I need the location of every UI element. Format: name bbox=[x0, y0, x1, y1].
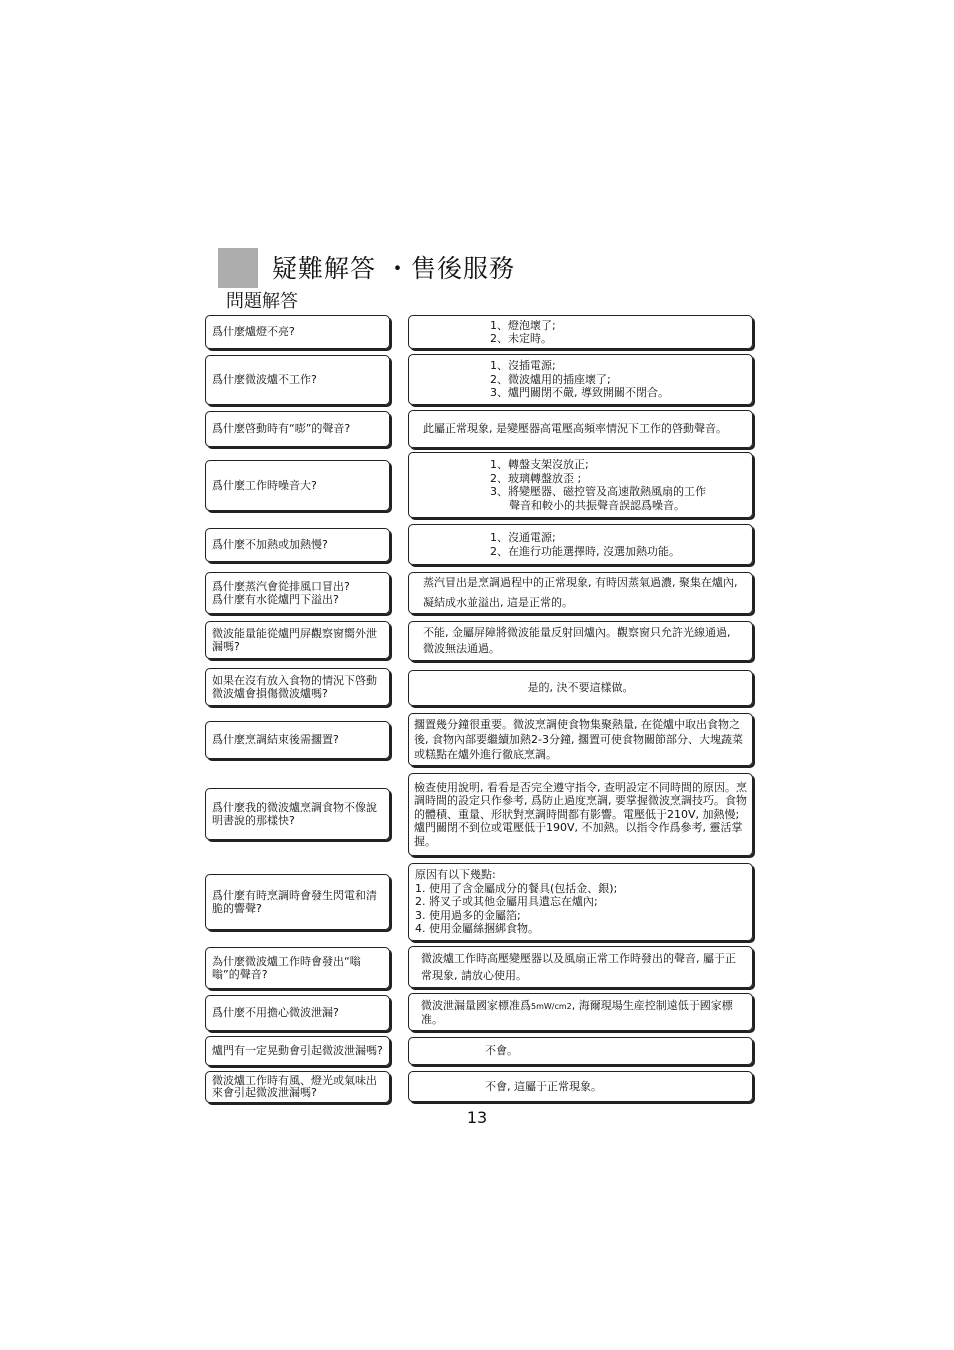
faq-question: 爲什麼有時烹調時會發生閃電和清脆的響聲? bbox=[212, 888, 377, 915]
faq-question: 爐門有一定晃動會引起微波泄漏嗎? bbox=[212, 1044, 383, 1057]
faq-question: 如果在沒有放入食物的情況下啓動微波爐會損傷微波爐嗎? bbox=[212, 673, 377, 700]
faq-answer bbox=[415, 458, 746, 512]
faq-answer: 檢查使用說明, 看看是否完全遵守指令, 查明設定不同時間的原因。烹調時間的設定只作參考, 爲防止過度烹調, 要掌握微波烹調技巧。食物的體積、重量、形狀對烹調時間都有影響。電壓低于210V, 加熱慢; 爐門關閉不到位或電壓低于190V, 不加熱。以指令作爲參考, 靈活掌握。 bbox=[414, 780, 747, 848]
faq-answer-box bbox=[408, 670, 753, 706]
answer-line: 原因有以下幾點: bbox=[415, 868, 496, 882]
faq-answer: 不會, 這屬于正常現象。 bbox=[485, 1079, 602, 1093]
answer-line: 3、將變壓器、磁控管及高速散熱風扇的工作 bbox=[490, 485, 706, 498]
answer-line: 1、燈泡壞了; bbox=[490, 318, 556, 332]
faq-question-box bbox=[205, 1071, 390, 1103]
answer-line: 3. 使用過多的金屬箔; bbox=[415, 908, 521, 922]
faq-answer-box bbox=[408, 410, 753, 448]
faq-question: 爲什麼啓動時有“嘭”的聲音? bbox=[212, 422, 351, 436]
faq-answer-box bbox=[408, 354, 753, 405]
faq-answer-box bbox=[408, 773, 753, 856]
faq-question-box bbox=[205, 947, 390, 989]
faq-question: 爲什麼工作時噪音大? bbox=[212, 478, 317, 492]
faq-answer: 不能, 金屬屏障將微波能量反射回爐內。觀察窗只允許光線通過, 微波無法通過。 bbox=[423, 626, 731, 655]
faq-question-box bbox=[205, 460, 390, 511]
faq-question-box bbox=[205, 528, 390, 562]
faq-answer: 是的, 決不要這樣做。 bbox=[527, 681, 634, 695]
faq-answer: 蒸汽冒出是烹調過程中的正常現象, 有時因蒸氣過濃, 聚集在爐內, 凝結成水並溢出, 這是正常的。 bbox=[423, 576, 738, 609]
faq-question-box bbox=[205, 355, 390, 405]
faq-answer bbox=[415, 359, 746, 400]
answer-line: 2、未定時。 bbox=[490, 332, 552, 345]
page-number: 13 bbox=[466, 1108, 488, 1127]
faq-question: 爲什麼蒸汽會從排風口冒出? 爲什麼有水從爐門下溢出? bbox=[212, 579, 350, 606]
faq-answer-box bbox=[408, 713, 753, 766]
faq-answer-box bbox=[408, 315, 753, 349]
page-title: 疑難解答 ・售後服務 bbox=[272, 254, 515, 283]
answer-line: 4. 使用金屬絲捆綁食物。 bbox=[415, 922, 539, 936]
faq-question-box bbox=[205, 874, 390, 930]
faq-question-box bbox=[205, 411, 390, 447]
faq-answer-box bbox=[408, 863, 753, 941]
faq-question-box bbox=[205, 995, 390, 1031]
faq-answer bbox=[415, 319, 746, 346]
faq-answer: 擱置幾分鐘很重要。微波烹調使食物集聚熱量, 在從爐中取出食物之後, 食物內部要繼續加熱2-3分鐘, 擱置可使食物關節部分、大塊蔬菜或糕點在爐外進行徹底烹調。 bbox=[414, 718, 743, 761]
section-subtitle: 問題解答 bbox=[226, 291, 298, 312]
title-marker-square bbox=[218, 248, 258, 288]
faq-answer bbox=[415, 531, 746, 558]
answer-line: 2. 將叉子或其他金屬用具遺忘在爐內; bbox=[415, 895, 598, 909]
faq-question: 微波爐工作時有風、燈光或氣味出來會引起微波泄漏嗎? bbox=[212, 1073, 377, 1099]
faq-answer: 不會。 bbox=[485, 1044, 518, 1058]
faq-answer: 此屬正常現象, 是變壓器高電壓高頻率情況下工作的啓動聲音。 bbox=[423, 422, 727, 436]
answer-unit: 5mW/cm2 bbox=[531, 1001, 572, 1011]
answer-line: 2、玻璃轉盤放歪 ; bbox=[490, 471, 582, 485]
answer-text-post: , 海爾現場生産控制遠低于國家標准。 bbox=[421, 998, 733, 1026]
faq-answer-box bbox=[408, 452, 753, 518]
answer-text-pre: 微波泄漏量國家標准爲 bbox=[421, 998, 531, 1012]
faq-question-box bbox=[205, 572, 390, 614]
answer-line: 1、沒通電源; bbox=[490, 531, 556, 544]
faq-question: 爲什麼微波爐不工作? bbox=[212, 373, 317, 387]
answer-line: 3、爐門關閉不嚴, 導致開關不閉合。 bbox=[490, 386, 669, 400]
faq-answer bbox=[415, 868, 746, 936]
faq-answer-box bbox=[408, 572, 753, 614]
faq-question: 爲什麼不用擔心微波泄漏? bbox=[212, 1006, 339, 1020]
faq-answer-box bbox=[408, 1037, 753, 1065]
faq-question-box bbox=[205, 668, 390, 706]
faq-question: 爲什麼我的微波爐烹調食物不像說明書說的那樣快? bbox=[212, 800, 377, 827]
faq-question: 爲什麼不加熱或加熱慢? bbox=[212, 538, 328, 552]
faq-answer: 微波爐工作時高壓變壓器以及風扇正常工作時發出的聲音, 屬于正常現象, 請放心使用。 bbox=[421, 952, 736, 982]
faq-question: 爲什麼烹調結束後需擱置? bbox=[212, 733, 339, 747]
faq-question: 爲什麼爐燈不亮? bbox=[212, 325, 295, 339]
faq-question: 為什麼微波爐工作時會發出“嗡嗡”的聲音? bbox=[212, 954, 361, 981]
faq-question-box bbox=[205, 721, 390, 759]
faq-question: 微波能量能從爐門屏觀察窗嚮外泄漏嗎? bbox=[212, 626, 377, 653]
answer-line: 2、微波爐用的插座壞了; bbox=[490, 372, 611, 386]
faq-answer-box bbox=[408, 621, 753, 661]
answer-line: 1. 使用了含金屬成分的餐具(包括金、銀); bbox=[415, 881, 618, 895]
faq-question-box bbox=[205, 788, 390, 840]
faq-answer-box bbox=[408, 1071, 753, 1102]
answer-line: 1、轉盤支架沒放正; bbox=[490, 458, 589, 471]
faq-answer bbox=[421, 999, 744, 1026]
faq-answer-box bbox=[408, 524, 753, 565]
faq-question-box bbox=[205, 315, 390, 349]
faq-answer-box bbox=[408, 993, 753, 1031]
answer-line: 1、沒插電源; bbox=[490, 359, 556, 373]
faq-question-box bbox=[205, 1036, 390, 1066]
answer-line: 2、在進行功能選擇時, 沒選加熱功能。 bbox=[490, 544, 680, 558]
answer-line: 聲音和較小的共振聲音誤認爲噪音。 bbox=[509, 498, 685, 512]
faq-answer-box bbox=[408, 946, 753, 988]
faq-question-box bbox=[205, 621, 390, 659]
